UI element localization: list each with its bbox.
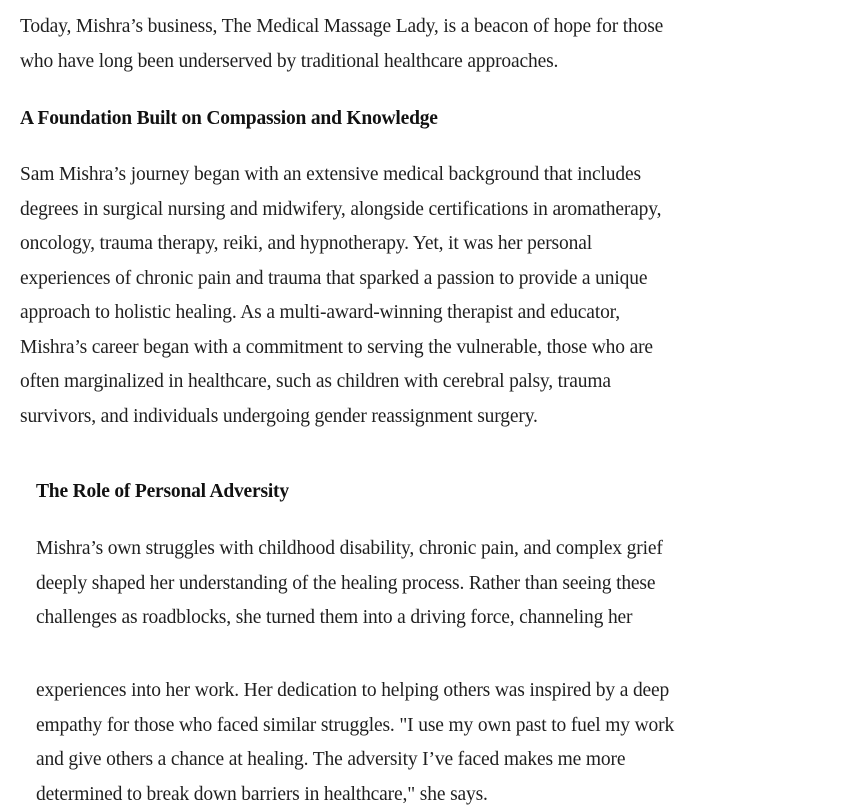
section-heading-foundation: A Foundation Built on Compassion and Knowledge bbox=[20, 106, 438, 132]
paragraph-line: degrees in surgical nursing and midwifery, alongside certifications in aromatherapy, bbox=[20, 193, 661, 228]
paragraph-line: experiences of chronic pain and trauma that sparked a passion to provide a unique bbox=[20, 262, 661, 297]
intro-paragraph bbox=[20, 10, 663, 79]
paragraph-line: Mishra’s own struggles with childhood disability, chronic pain, and complex grief bbox=[36, 532, 663, 567]
paragraph-line: experiences into her work. Her dedication to helping others was inspired by a deep bbox=[36, 674, 674, 709]
paragraph-line: oncology, trauma therapy, reiki, and hypnotherapy. Yet, it was her personal bbox=[20, 227, 661, 262]
adversity-paragraph-part1 bbox=[36, 532, 663, 636]
foundation-paragraph bbox=[20, 158, 661, 434]
paragraph-line: Today, Mishra’s business, The Medical Massage Lady, is a beacon of hope for those bbox=[20, 10, 663, 45]
paragraph-line: deeply shaped her understanding of the healing process. Rather than seeing these bbox=[36, 567, 663, 602]
paragraph-line: Mishra’s career began with a commitment to serving the vulnerable, those who are bbox=[20, 331, 661, 366]
paragraph-line: who have long been underserved by traditional healthcare approaches. bbox=[20, 45, 663, 80]
adversity-paragraph-part2 bbox=[36, 674, 674, 812]
paragraph-line: Sam Mishra’s journey began with an extensive medical background that includes bbox=[20, 158, 661, 193]
paragraph-line: often marginalized in healthcare, such as children with cerebral palsy, trauma bbox=[20, 365, 661, 400]
paragraph-line: determined to break down barriers in healthcare," she says. bbox=[36, 778, 674, 812]
paragraph-line: empathy for those who faced similar struggles. "I use my own past to fuel my work bbox=[36, 709, 674, 744]
paragraph-line: approach to holistic healing. As a multi-award-winning therapist and educator, bbox=[20, 296, 661, 331]
paragraph-line: challenges as roadblocks, she turned them into a driving force, channeling her bbox=[36, 601, 663, 636]
paragraph-line: and give others a chance at healing. The adversity I’ve faced makes me more bbox=[36, 743, 674, 778]
paragraph-line: survivors, and individuals undergoing gender reassignment surgery. bbox=[20, 400, 661, 435]
section-heading-adversity: The Role of Personal Adversity bbox=[36, 479, 289, 505]
